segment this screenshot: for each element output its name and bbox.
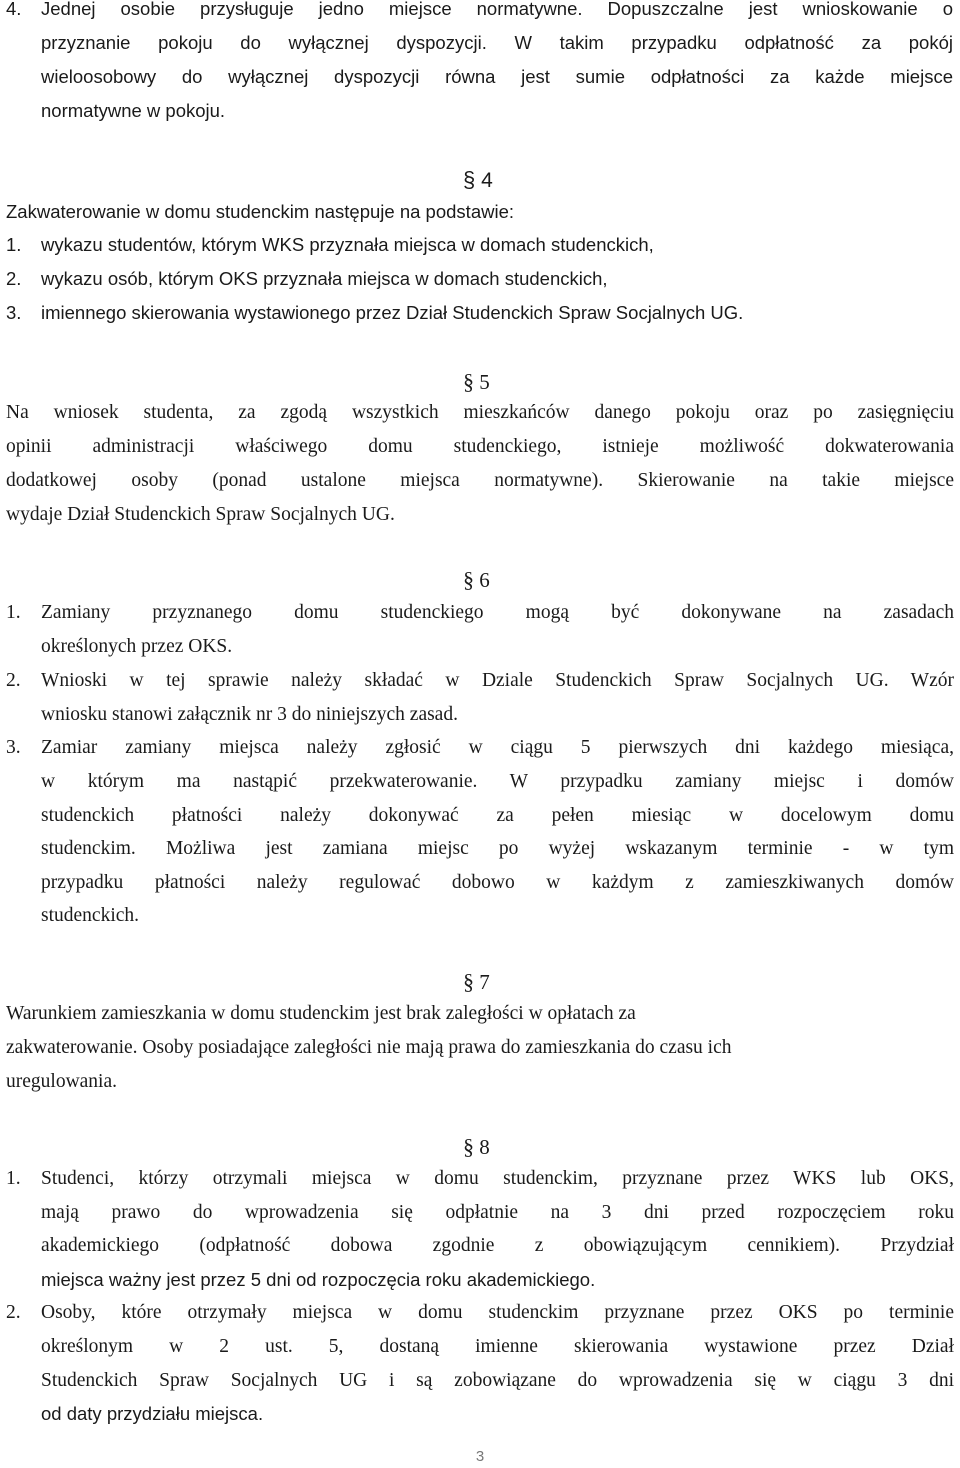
list-item: wykazu osób, którym OKS przyznała miejsca w domach studenckich, (41, 268, 608, 289)
list-item: wykazu studentów, którym WKS przyznała miejsca w domach studenckich, (41, 234, 654, 255)
list-item-line: wniosku stanowi załącznik nr 3 do niniejszych zasad. (41, 704, 458, 725)
paragraph-line: Warunkiem zamieszkania w domu studenckim jest brak zaległości w opłatach za (6, 1003, 636, 1024)
paragraph-line: normatywne w pokoju. (41, 100, 226, 121)
list-number: 1. (6, 234, 22, 255)
section-intro: Zakwaterowanie w domu studenckim następuje na podstawie: (6, 201, 515, 222)
list-item-line: określonym w 2 ust. 5, dostaną imienne skierowania wystawione przez Dział (41, 1336, 954, 1357)
section-heading (463, 163, 493, 197)
paragraph-line: Jednej osobie przysługuje jedno miejsce normatywne. Dopuszczalne jest wnioskowanie o (41, 0, 953, 19)
list-item-line: w którym ma nastąpić przekwaterowanie. W przypadku zamiany miejsc i domów (41, 771, 954, 792)
section-heading (463, 1130, 490, 1164)
page-number: 3 (475, 1448, 485, 1465)
list-item-line: Wnioski w tej sprawie należy składać w Dziale Studenckich Spraw Socjalnych UG. Wzór (41, 670, 954, 691)
paragraph-line: dodatkowej osoby (ponad ustalone miejsca normatywne). Skierowanie na takie miejsce (6, 470, 954, 491)
list-item-line: przypadku płatności należy regulować dobowo w każdym z zamieszkiwanych domów (41, 872, 954, 893)
list-number: 3. (6, 302, 22, 323)
list-number: 1. (6, 602, 21, 623)
paragraph-line: Na wniosek studenta, za zgodą wszystkich mieszkańców danego pokoju oraz po zasięgnięciu (6, 402, 954, 423)
paragraph-line: zakwaterowanie. Osoby posiadające zaległości nie mają prawa do zamieszkania do czasu ich (6, 1037, 732, 1058)
section-sign: § (463, 567, 474, 592)
paragraph-line: wieloosobowy do wyłącznej dyspozycji równa jest sumie odpłatności za każde miejsce (41, 66, 953, 87)
section-sign: § (463, 1134, 474, 1159)
paragraph-line: przyznanie pokoju do wyłącznej dyspozycji. W takim przypadku odpłatność za pokój (41, 32, 953, 53)
list-item-line: Zamiany przyznanego domu studenckiego mogą być dokonywane na zasadach (41, 602, 954, 623)
section-heading (463, 563, 490, 597)
section-number: 4 (481, 169, 493, 192)
section-number: 5 (479, 370, 490, 394)
section-sign: § (463, 167, 476, 192)
list-number: 4. (6, 0, 22, 19)
section-sign: § (463, 969, 474, 994)
list-item-line: Studenci, którzy otrzymali miejsca w domu studenckim, przyznane przez WKS lub OKS, (41, 1168, 954, 1189)
section-heading (463, 365, 490, 399)
section-number: 6 (479, 568, 490, 592)
list-item-line: studenckich płatności należy dokonywać za pełen miesiąc w docelowym domu (41, 805, 954, 826)
list-item-line: akademickiego (odpłatność dobowa zgodnie z obowiązującym cennikiem). Przydział (41, 1235, 954, 1256)
list-number: 2. (6, 670, 21, 691)
list-item: imiennego skierowania wystawionego przez Dział Studenckich Spraw Socjalnych UG. (41, 302, 744, 323)
section-number: 8 (479, 1135, 490, 1159)
paragraph-line: opinii administracji właściwego domu studenckiego, istnieje możliwość dokwaterowania (6, 436, 954, 457)
list-number: 2. (6, 268, 22, 289)
list-number: 3. (6, 737, 21, 758)
list-item-line: studenckich. (41, 905, 140, 926)
list-item-line: Zamiar zamiany miejsca należy zgłosić w ciągu 5 pierwszych dni każdego miesiąca, (41, 737, 954, 758)
list-number: 1. (6, 1168, 21, 1189)
section-heading (463, 965, 490, 999)
section-sign: § (463, 369, 474, 394)
list-number: 2. (6, 1302, 21, 1323)
list-item-line: od daty przydziału miejsca. (41, 1403, 264, 1424)
paragraph-line: uregulowania. (6, 1071, 118, 1092)
list-item-line: mają prawo do wprowadzenia się odpłatnie na 3 dni przed rozpoczęciem roku (41, 1202, 954, 1223)
list-item-line: Studenckich Spraw Socjalnych UG i są zobowiązane do wprowadzenia się w ciągu 3 dni (41, 1370, 954, 1391)
list-item-line: określonych przez OKS. (41, 636, 233, 657)
list-item-line: studenckim. Możliwa jest zamiana miejsc po wyżej wskazanym terminie - w tym (41, 838, 954, 859)
list-item-line: miejsca ważny jest przez 5 dni od rozpoczęcia roku akademickiego. (41, 1269, 596, 1290)
paragraph-line: wydaje Dział Studenckich Spraw Socjalnych UG. (6, 504, 395, 525)
section-number: 7 (479, 970, 490, 994)
list-item-line: Osoby, które otrzymały miejsca w domu studenckim przyznane przez OKS po terminie (41, 1302, 954, 1323)
